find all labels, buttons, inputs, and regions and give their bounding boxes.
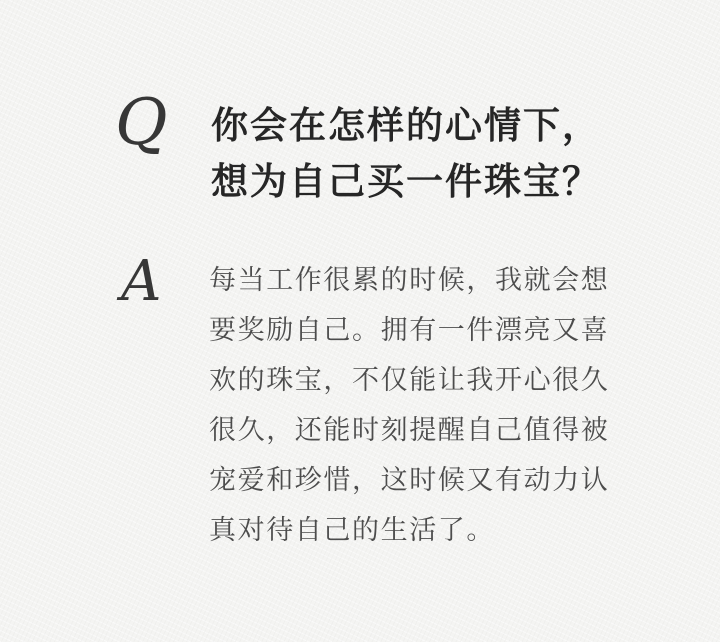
- question-line: 想为自己买一件珠宝？: [211, 159, 601, 203]
- answer-line: 宠爱和珍惜，这时候又有动力认: [209, 465, 610, 496]
- answer-line: 要奖励自己。拥有一件漂亮又喜: [209, 315, 610, 346]
- answer-line: 很久，还能时刻提醒自己值得被: [209, 415, 610, 446]
- question-marker: Q: [115, 86, 168, 160]
- answer-marker: A: [121, 249, 162, 314]
- answer-line: 每当工作很累的时候，我就会想: [209, 265, 610, 296]
- question-text: [211, 97, 601, 209]
- answer-text: [209, 256, 609, 556]
- answer-line: 欢的珠宝，不仅能让我开心很久: [209, 365, 610, 396]
- answer-line: 真对待自己的生活了。: [209, 515, 495, 546]
- question-line: 你会在怎样的心情下，: [211, 103, 601, 147]
